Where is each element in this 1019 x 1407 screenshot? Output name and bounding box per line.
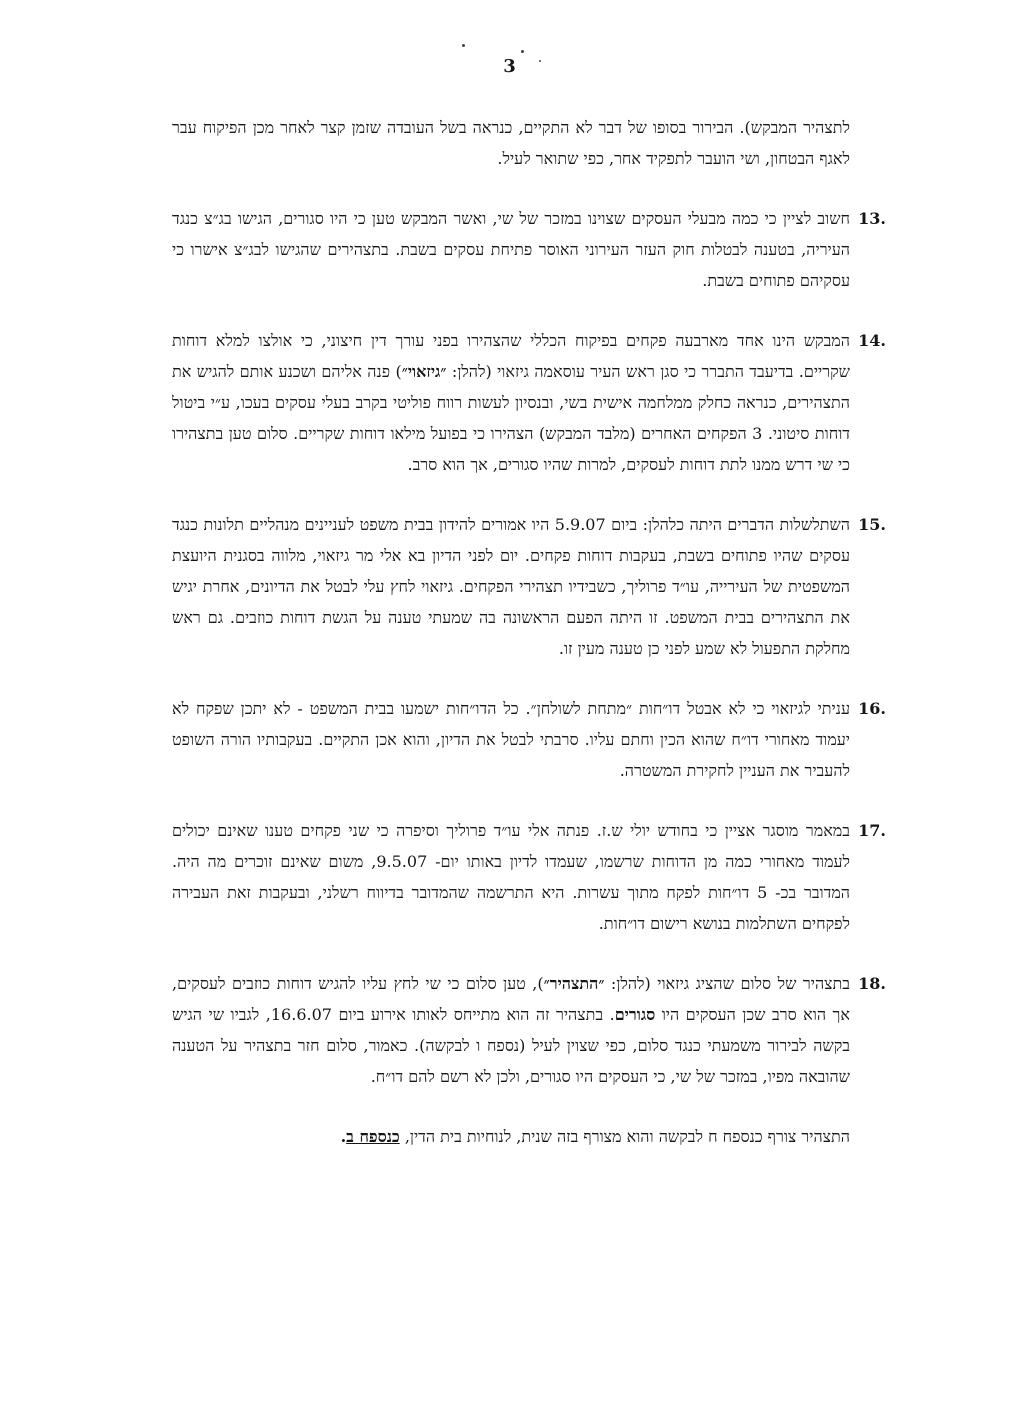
paragraph-number: 15. bbox=[858, 515, 886, 534]
page-number: 3 bbox=[503, 56, 516, 77]
paragraph-number: 14. bbox=[858, 331, 886, 350]
paragraph-15 bbox=[172, 509, 886, 664]
document-body bbox=[172, 112, 886, 1181]
closing-line bbox=[172, 1121, 850, 1152]
defined-term: ״התצהיר״ bbox=[543, 974, 605, 993]
paragraph-number: 13. bbox=[858, 209, 886, 228]
paragraph-text: המבקש הינו אחד מארבעה פקחים בפיקוח הכללי שהצהירו בפני עורך דין חיצוני, כי אולצו למלא דוחות שקריים. בדיעבד התברר כי סגן ראש העיר עוסאמה גיזאוי (להלן: bbox=[172, 331, 850, 381]
paragraph-text: ), טען סלום כי שי לחץ עליו להגיש דוחות כוזבים לעסקים, אך הוא סרב שכן העסקים היו bbox=[172, 974, 851, 1024]
paragraph-text: חשוב לציין כי כמה מבעלי העסקים שצוינו במזכר של שי, ואשר המבקש טען כי היו סגורים, הגישו בג״צ כנגד העיריה, בטענה לבטלות חוק העזר העירוני האוסר פתיחת עסקים בשבת. בתצהירים שהגישו לבג״צ אישרו כי עסקיהם פתוחים בשבת. bbox=[172, 209, 850, 290]
paragraph-text: . בתצהיר זה הוא מתייחס לאותו אירוע ביום 16.6.07, לגביו שי הגיש בקשה לבירור משמעתי כנגד סלום, כפי שצוין לעיל (נספח ו לבקשה). כאמור, סלום חזר בתצהיר על הטענה שהובאה מפיו, במזכר של שי, כי העסקים היו סגורים, ולכן לא רשם להם דו״ח. bbox=[172, 1005, 850, 1086]
paragraph-number: 18. bbox=[858, 974, 886, 993]
paragraph-text: השתלשלות הדברים היתה כלהלן: ביום 5.9.07 היו אמורים להידון בבית משפט לעניינים מנהליים תלונות כנגד עסקים שהיו פתוחים בשבת, בעקבות דוחות פקחים. יום לפני הדיון בא אלי מר גיזאוי, מלווה בסגנית היועצת המשפטית של העירייה, עו״ד פרוליך, כשבידיו תצהירי הפקחים. גיזאוי לחץ עלי לבטל את הדיונים, אחרת יגיש את התצהירים בבית המשפט. זו היתה הפעם הראשונה בה שמעתי טענה על הגשת דוחות כוזבים. גם ראש מחלקת התפעול לא שמע לפני כן טענה מעין זו. bbox=[172, 515, 851, 658]
paragraph-text: בתצהיר של סלום שהציג גיזאוי (להלן: bbox=[604, 974, 851, 993]
paragraph-text: עניתי לגיזאוי כי לא אבטל דו״חות ״מתחת לשולחן״. כל הדו״חות ישמעו בבית המשפט - לא יתכן שפקח לא יעמוד מאחורי דו״ח שהוא הכין וחתם עליו. סרבתי לבטל את הדיון, והוא אכן התקיים. בעקבותיו הורה השופט להעביר את העניין לחקירת המשטרה. bbox=[172, 699, 850, 780]
paragraph-17 bbox=[172, 815, 886, 939]
paragraph-number: 16. bbox=[858, 699, 886, 718]
paragraph-text: ) פנה אליהם ושכנע אותם להגיש את התצהירים, כנראה כחלק ממלחמה אישית בשי, ובנסיון לעשות רווח פוליטי בקרב בעלי עסקים בעכו, ע״י ביטול דוחות סיטוני. 3 הפקחים האחרים (מלבד המבקש) הצהירו כי בפועל מילאו דוחות שקריים. סלום טען בתצהירו כי שי דרש ממנו לתת דוחות לעסקים, למרות שהיו סגורים, אך הוא סרב. bbox=[172, 362, 850, 474]
paragraph-14 bbox=[172, 325, 886, 480]
emphasized-word: סגורים bbox=[614, 1005, 656, 1024]
closing-text: התצהיר צורף כנספח ח לבקשה והוא מצורף בזה שנית, לנוחיות בית הדין, bbox=[399, 1127, 850, 1146]
paragraph-number: 17. bbox=[858, 821, 886, 840]
paragraph-16 bbox=[172, 693, 886, 786]
paragraph-text: במאמר מוסגר אציין כי בחודש יולי ש.ז. פנתה אלי עו״ד פרוליך וסיפרה כי שני פקחים טענו שאינם יכולים לעמוד מאחורי כמה מן הדוחות שרשמו, שעמדו לדיון באותו יום- 9.5.07, משום שאינם זוכרים מה היה. המדובר בכ- 5 דו״חות לפקח מתוך עשרות. היא התרשמה שהמדובר בדיווח רשלני, ובעקבות זאת העבירה לפקחים השתלמות בנושא רישום דו״חות. bbox=[172, 821, 851, 933]
paragraph-13 bbox=[172, 203, 886, 296]
closing-period: . bbox=[340, 1127, 347, 1146]
defined-term: ״גיזאוי״ bbox=[401, 362, 447, 381]
intro-paragraph: לתצהיר המבקש). הבירור בסופו של דבר לא התקיים, כנראה בשל העובדה שזמן קצר לאחר מכן הפיקוח עבר לאגף הבטחון, ושי הועבר לתפקיד אחר, כפי שתואר לעיל. bbox=[172, 118, 850, 168]
appendix-label: כנספח ב bbox=[346, 1127, 400, 1146]
paragraph-18 bbox=[172, 968, 886, 1092]
